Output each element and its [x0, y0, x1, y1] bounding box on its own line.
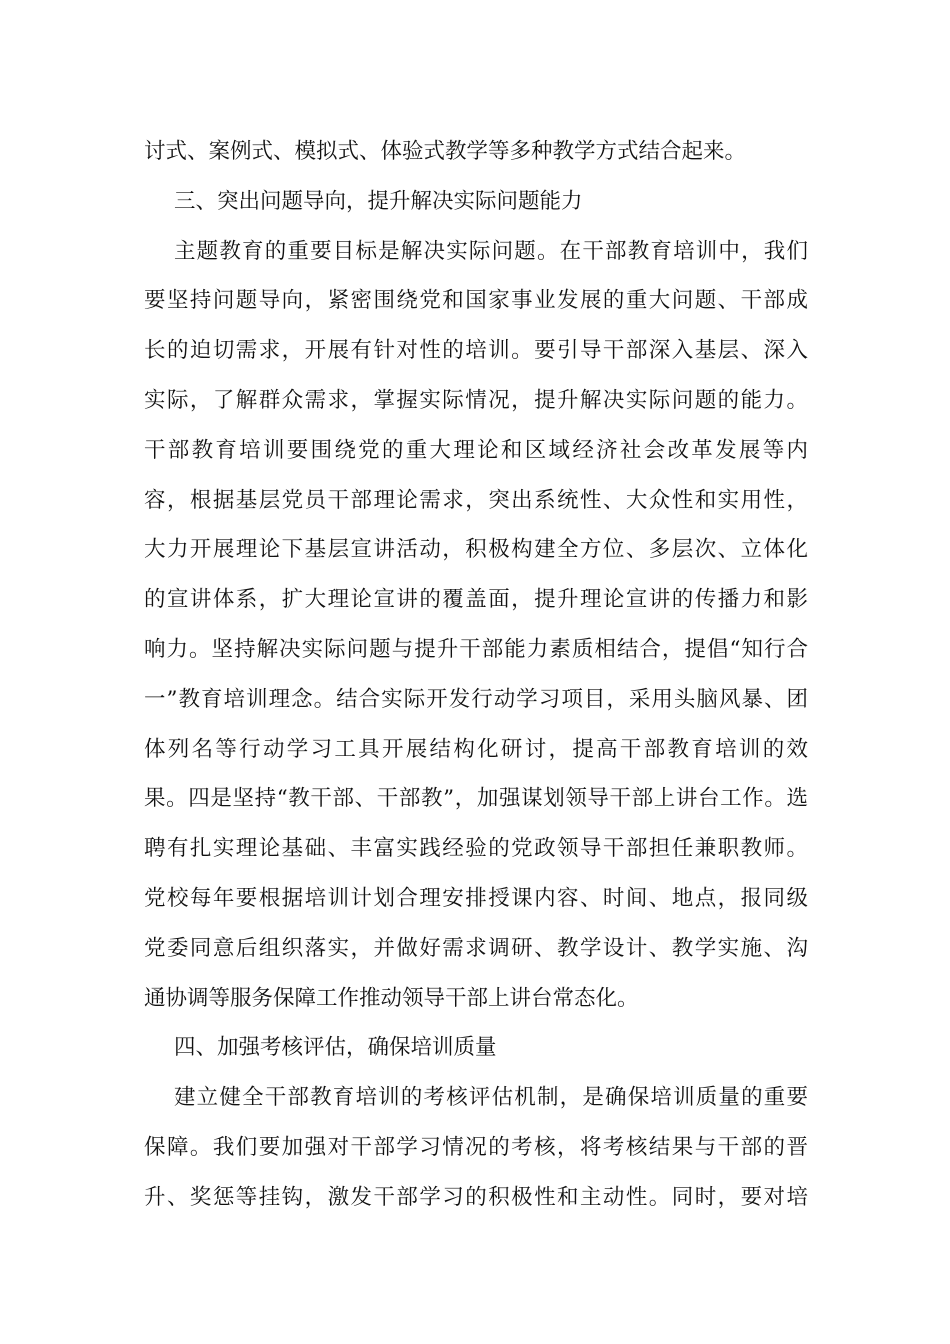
section-heading: 四、加强考核评估，确保培训质量 — [174, 1035, 497, 1061]
text-line: 建立健全干部教育培训的考核评估机制，是确保培训质量的重要 — [174, 1085, 808, 1111]
text-line: 要坚持问题导向，紧密围绕党和国家事业发展的重大问题、干部成 — [144, 288, 808, 314]
text-line: 大力开展理论下基层宣讲活动，积极构建全方位、多层次、立体化 — [144, 537, 808, 563]
text-line: 讨式、案例式、模拟式、体验式教学等多种教学方式结合起来。 — [144, 139, 747, 164]
text-line: 党校每年要根据培训计划合理安排授课内容、时间、地点，报同级 — [144, 885, 808, 911]
text-line: 主题教育的重要目标是解决实际问题。在干部教育培训中，我们 — [174, 238, 808, 264]
text-line: 体列名等行动学习工具开展结构化研讨，提高干部教育培训的效 — [144, 736, 808, 762]
section-heading: 三、突出问题导向，提升解决实际问题能力 — [174, 188, 583, 214]
text-line: 干部教育培训要围绕党的重大理论和区域经济社会改革发展等内 — [144, 437, 808, 463]
text-line: 通协调等服务保障工作推动领导干部上讲台常态化。 — [144, 985, 639, 1011]
text-line: 容，根据基层党员干部理论需求，突出系统性、大众性和实用性， — [144, 487, 808, 513]
text-line: 保障。我们要加强对干部学习情况的考核，将考核结果与干部的晋 — [144, 1134, 808, 1160]
text-line: 聘有扎实理论基础、丰富实践经验的党政领导干部担任兼职教师。 — [144, 836, 808, 862]
text-line: 升、奖惩等挂钩，激发干部学习的积极性和主动性。同时，要对培 — [144, 1184, 808, 1210]
text-line: 实际，了解群众需求，掌握实际情况，提升解决实际问题的能力。 — [144, 387, 808, 413]
text-line: 果。四是坚持“教干部、干部教”，加强谋划领导干部上讲台工作。选 — [144, 786, 808, 812]
text-line: 一”教育培训理念。结合实际开发行动学习项目，采用头脑风暴、团 — [144, 686, 808, 712]
text-line: 响力。坚持解决实际问题与提升干部能力素质相结合，提倡“知行合 — [144, 636, 808, 662]
text-line: 长的迫切需求，开展有针对性的培训。要引导干部深入基层、深入 — [144, 338, 808, 364]
text-line: 的宣讲体系，扩大理论宣讲的覆盖面，提升理论宣讲的传播力和影 — [144, 587, 808, 613]
text-line: 党委同意后组织落实，并做好需求调研、教学设计、教学实施、沟 — [144, 935, 808, 961]
body-text — [144, 127, 808, 1223]
